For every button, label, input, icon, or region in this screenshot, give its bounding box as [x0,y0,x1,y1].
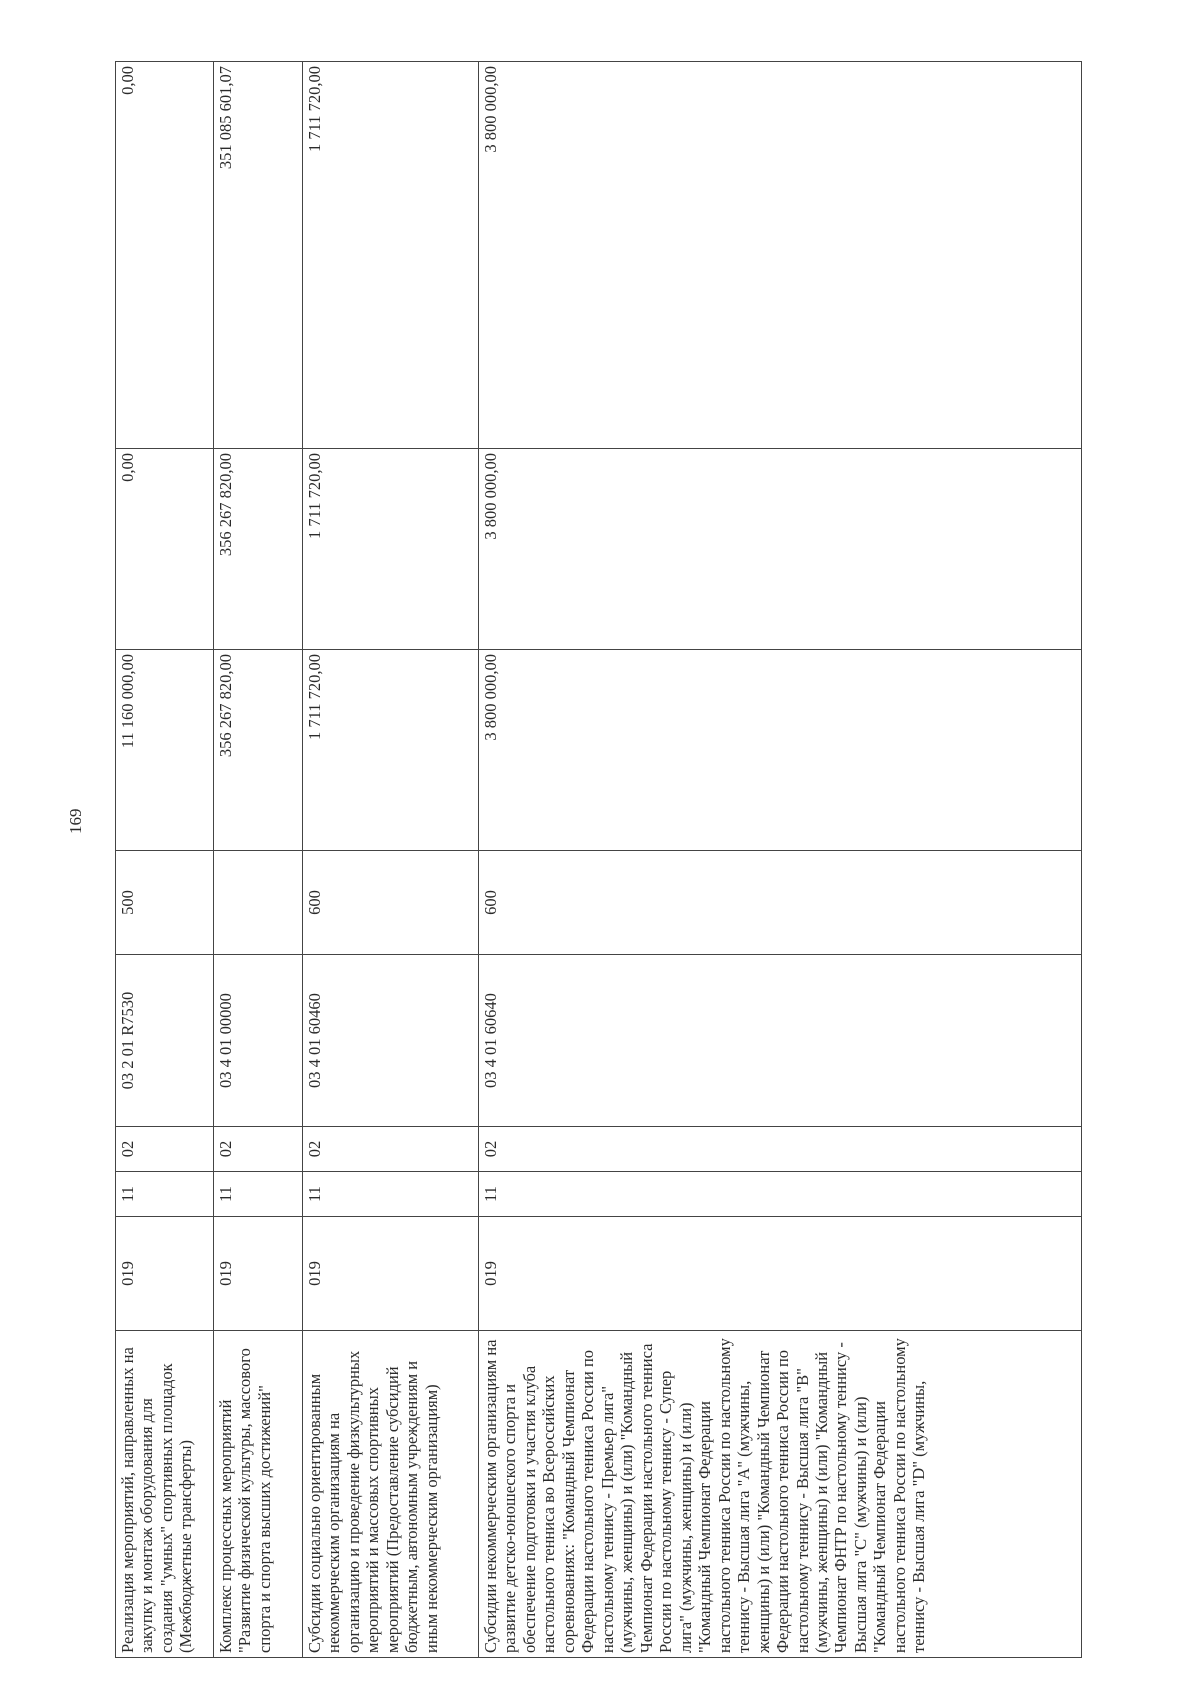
budget-table [115,61,1082,1658]
row-subsection: 02 [116,1127,214,1172]
row-sum-3: 0,00 [116,62,214,449]
table-row [479,62,1082,1658]
row-target-article: 03 4 01 00000 [214,955,303,1127]
row-target-article: 03 4 01 60640 [479,955,1082,1127]
row-section: 11 [214,1172,303,1217]
row-sum-3: 351 085 601,07 [214,62,303,449]
row-subsection: 02 [214,1127,303,1172]
row-expense-type: 600 [303,851,479,955]
row-sum-2: 1 711 720,00 [303,449,479,650]
row-target-article: 03 4 01 60460 [303,955,479,1127]
row-sum-1: 3 800 000,00 [479,650,1082,851]
row-grbs: 019 [479,1217,1082,1331]
row-expense-type [214,851,303,955]
row-name: Комплекс процессных мероприятий "Развитие физической культуры, массового спорта и спорта высших достижений" [214,1331,303,1658]
row-subsection: 02 [303,1127,479,1172]
row-expense-type: 500 [116,851,214,955]
budget-table-rotated [115,62,1081,1658]
row-section: 11 [303,1172,479,1217]
table-row [214,62,303,1658]
row-grbs: 019 [303,1217,479,1331]
row-sum-1: 1 711 720,00 [303,650,479,851]
row-target-article: 03 2 01 R7530 [116,955,214,1127]
row-name: Субсидии социально ориентированным некоммерческим организациям на организацию и проведение физкультурных мероприятий и массовых спортивных мероприятий (Предоставление субсидий бюджетным, автономным учреждениям и иным некоммерческим организациям) [303,1331,479,1658]
row-sum-2: 0,00 [116,449,214,650]
row-section: 11 [116,1172,214,1217]
row-sum-1: 356 267 820,00 [214,650,303,851]
row-expense-type: 600 [479,851,1082,955]
table-row [116,62,214,1658]
row-sum-1: 11 160 000,00 [116,650,214,851]
row-grbs: 019 [116,1217,214,1331]
row-section: 11 [479,1172,1082,1217]
row-sum-3: 1 711 720,00 [303,62,479,449]
row-sum-2: 356 267 820,00 [214,449,303,650]
row-subsection: 02 [479,1127,1082,1172]
row-sum-2: 3 800 000,00 [479,449,1082,650]
table-row [303,62,479,1658]
row-sum-3: 3 800 000,00 [479,62,1082,449]
row-name: Реализация мероприятий, направленных на закупку и монтаж оборудования для создания "умных" спортивных площадок (Межбюджетные трансферты) [116,1331,214,1658]
row-grbs: 019 [214,1217,303,1331]
row-name: Субсидии некоммерческим организациям на развитие детско-юношеского спорта и обеспечение подготовки и участия клуба настольного тенниса во Всероссийских соревнованиях: "Командный Чемпионат Федерации настольного тенниса России по настольному теннису - Премьер лига" (мужчины, женщины) и (или) "Командный Чемпионат Федерации настольного тенниса России по настольному теннису - Супер лига" (мужчины, женщины) и (или) "Командный Чемпионат Федерации настольного тенниса России по настольному теннису - Высшая лига "А" (мужчины, женщины) и (или) "Командный Чемпионат Федерации настольного тенниса России по настольному теннису - Высшая лига "В" (мужчины, женщины) и (или) "Командный Чемпионат ФНТР по настольному теннису - Высшая лига "С" (мужчины) и (или) "Командный Чемпионат Федерации настольного тенниса России по настольному теннису - Высшая лига "D" (мужчины, [479,1331,1082,1658]
page-number: 169 [66,808,85,834]
